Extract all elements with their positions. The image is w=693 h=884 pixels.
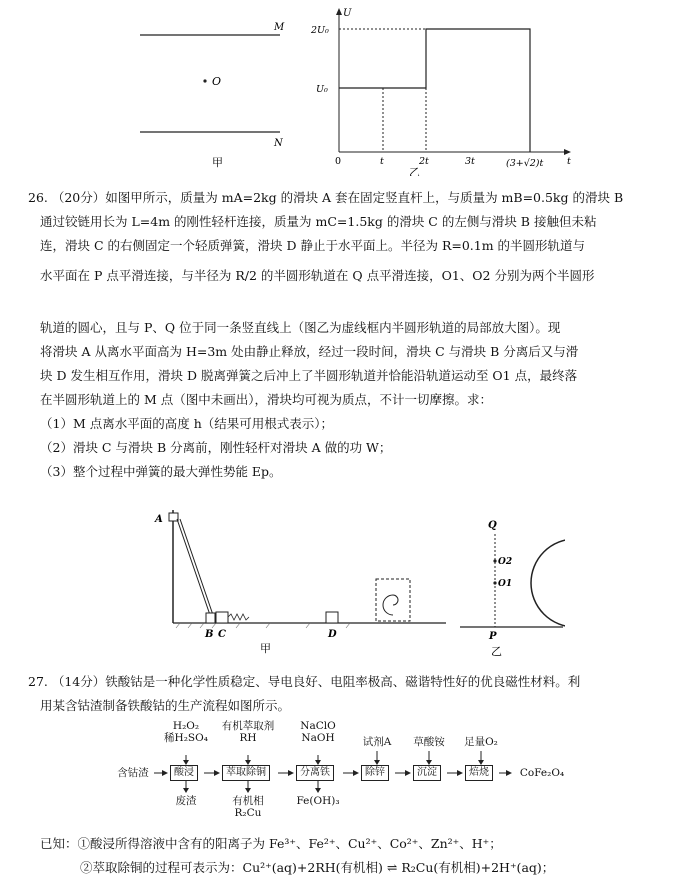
q26-figure-yi <box>455 512 565 657</box>
q26-line-8: 在半圆形轨道上的 M 点（图中未画出），滑块均可视为质点，不计一切摩擦。求： <box>40 392 492 407</box>
flow-start: 含钴渣 <box>117 767 149 779</box>
q26-figure-jia <box>150 505 450 655</box>
q26-line-5: 轨道的圆心，且与 P、Q 位于同一条竖直线上（图乙为虚线框内半圆形轨道的局部放大图）。现 <box>40 320 561 335</box>
step-precipitate: 沉淀 <box>413 765 441 781</box>
q26-sub-3: （3）整个过程中弹簧的最大弹性势能 Ep。 <box>40 464 282 479</box>
q26-line-7: 块 D 发生相互作用，滑块 D 脱离弹簧之后冲上了半圆形轨道并恰能沿轨道运动至 O1 点，最终落 <box>40 368 578 383</box>
label-A: A <box>155 514 163 525</box>
y-axis-label: U <box>343 8 352 19</box>
q26-line-2: 通过铰链用长为 L=4m 的刚性轻杆连接，质量为 mC=1.5kg 的滑块 C 的左侧与滑块 B 接触但未粘 <box>40 214 597 229</box>
reagent-remove-zn: 试剂A <box>362 736 392 748</box>
label-C: C <box>218 629 226 640</box>
label-O: O <box>212 75 222 88</box>
label-Q: Q <box>488 520 497 531</box>
label-O2: O2 <box>498 557 513 567</box>
q27-known-2: ②萃取除铜的过程可表示为：Cu²⁺(aq)+2RH(有机相) ⇌ R₂Cu(有机相)+2H⁺(aq)； <box>80 860 555 875</box>
sliders-diagram <box>150 505 450 655</box>
step-acid-leach: 酸浸 <box>170 765 198 781</box>
track-enlarged-diagram <box>455 512 565 657</box>
label-B: B <box>205 629 214 640</box>
q26-sub-1: （1）M 点离水平面的高度 h（结果可用根式表示）； <box>40 416 334 431</box>
q27-known-1: 已知：①酸浸所得溶液中含有的阳离子为 Fe³⁺、Fe²⁺、Cu²⁺、Co²⁺、Zn²⁺、H⁺； <box>40 836 502 851</box>
caption-jia: 甲 <box>212 156 223 169</box>
label-M: M <box>274 22 285 33</box>
output-organic-phase: 有机相 R₂Cu <box>232 795 264 819</box>
step-roast: 焙烧 <box>465 765 493 781</box>
output-residue: 废渣 <box>175 795 197 807</box>
label-D: D <box>328 629 337 640</box>
label-P: P <box>489 631 497 642</box>
step-extract-cu: 萃取除铜 <box>222 765 270 781</box>
q27-line-2: 用某含钴渣制备铁酸钴的生产流程如图所示。 <box>40 698 291 713</box>
x-tick-3t: 3t <box>465 156 475 167</box>
reagent-roast: 足量O₂ <box>464 736 498 748</box>
reagent-extract-cu: 有机萃取剂 RH <box>221 720 275 744</box>
output-feoh3: Fe(OH)₃ <box>296 795 340 807</box>
q26-line-6: 将滑块 A 从离水平面高为 H=3m 处由静止释放，经过一段时间，滑块 C 与滑块 B 分离后又与滑 <box>40 344 579 359</box>
x-axis-label: t <box>567 156 571 167</box>
reagent-separate-fe: NaClO NaOH <box>300 720 336 744</box>
q26-sub-2: （2）滑块 C 与滑块 B 分离前，刚性轻杆对滑块 A 做的功 W； <box>40 440 392 455</box>
label-O1: O1 <box>498 579 513 589</box>
q27-flowchart <box>110 718 580 818</box>
x-tick-0: 0 <box>335 156 342 167</box>
x-tick-t: t <box>380 156 384 167</box>
figure-jia-plates <box>120 10 300 170</box>
caption-fig-yi: 乙 <box>491 645 502 657</box>
flow-product: CoFe₂O₄ <box>519 767 565 779</box>
x-tick-2t: 2t <box>419 156 429 167</box>
reagent-precipitate: 草酸铵 <box>413 736 445 748</box>
y-tick-U0: U₀ <box>316 84 328 95</box>
caption-fig-jia: 甲 <box>260 642 271 655</box>
step-remove-zn: 除锌 <box>361 765 389 781</box>
y-tick-2U0: 2U₀ <box>311 25 329 36</box>
q27-line-1: 27. （14分）铁酸钴是一种化学性质稳定、导电良好、电阻率极高、磁谐特性好的优良磁性材料。利 <box>28 674 581 689</box>
q26-line-1: 26. （20分）如图甲所示，质量为 mA=2kg 的滑块 A 套在固定竖直杆上，与质量为 mB=0.5kg 的滑块 B <box>28 190 624 205</box>
reagent-acid-leach: H₂O₂ 稀H₂SO₄ <box>164 720 208 744</box>
q26-line-4: 水平面在 P 点平滑连接，与半径为 R/2 的半圆形轨道在 Q 点平滑连接，O1、O2 分别为两个半圆形 <box>40 268 595 283</box>
label-N: N <box>274 138 283 149</box>
caption-yi: 乙 <box>409 166 420 176</box>
x-tick-end: (3+√2)t <box>506 158 544 169</box>
step-separate-fe: 分离铁 <box>296 765 334 781</box>
ut-graph <box>305 4 575 176</box>
plates-diagram <box>120 10 300 170</box>
figure-yi-graph <box>305 4 575 176</box>
q26-line-3: 连，滑块 C 的右侧固定一个轻质弹簧，滑块 D 静止于水平面上。半径为 R=0.1m 的半圆形轨道与 <box>40 238 586 253</box>
